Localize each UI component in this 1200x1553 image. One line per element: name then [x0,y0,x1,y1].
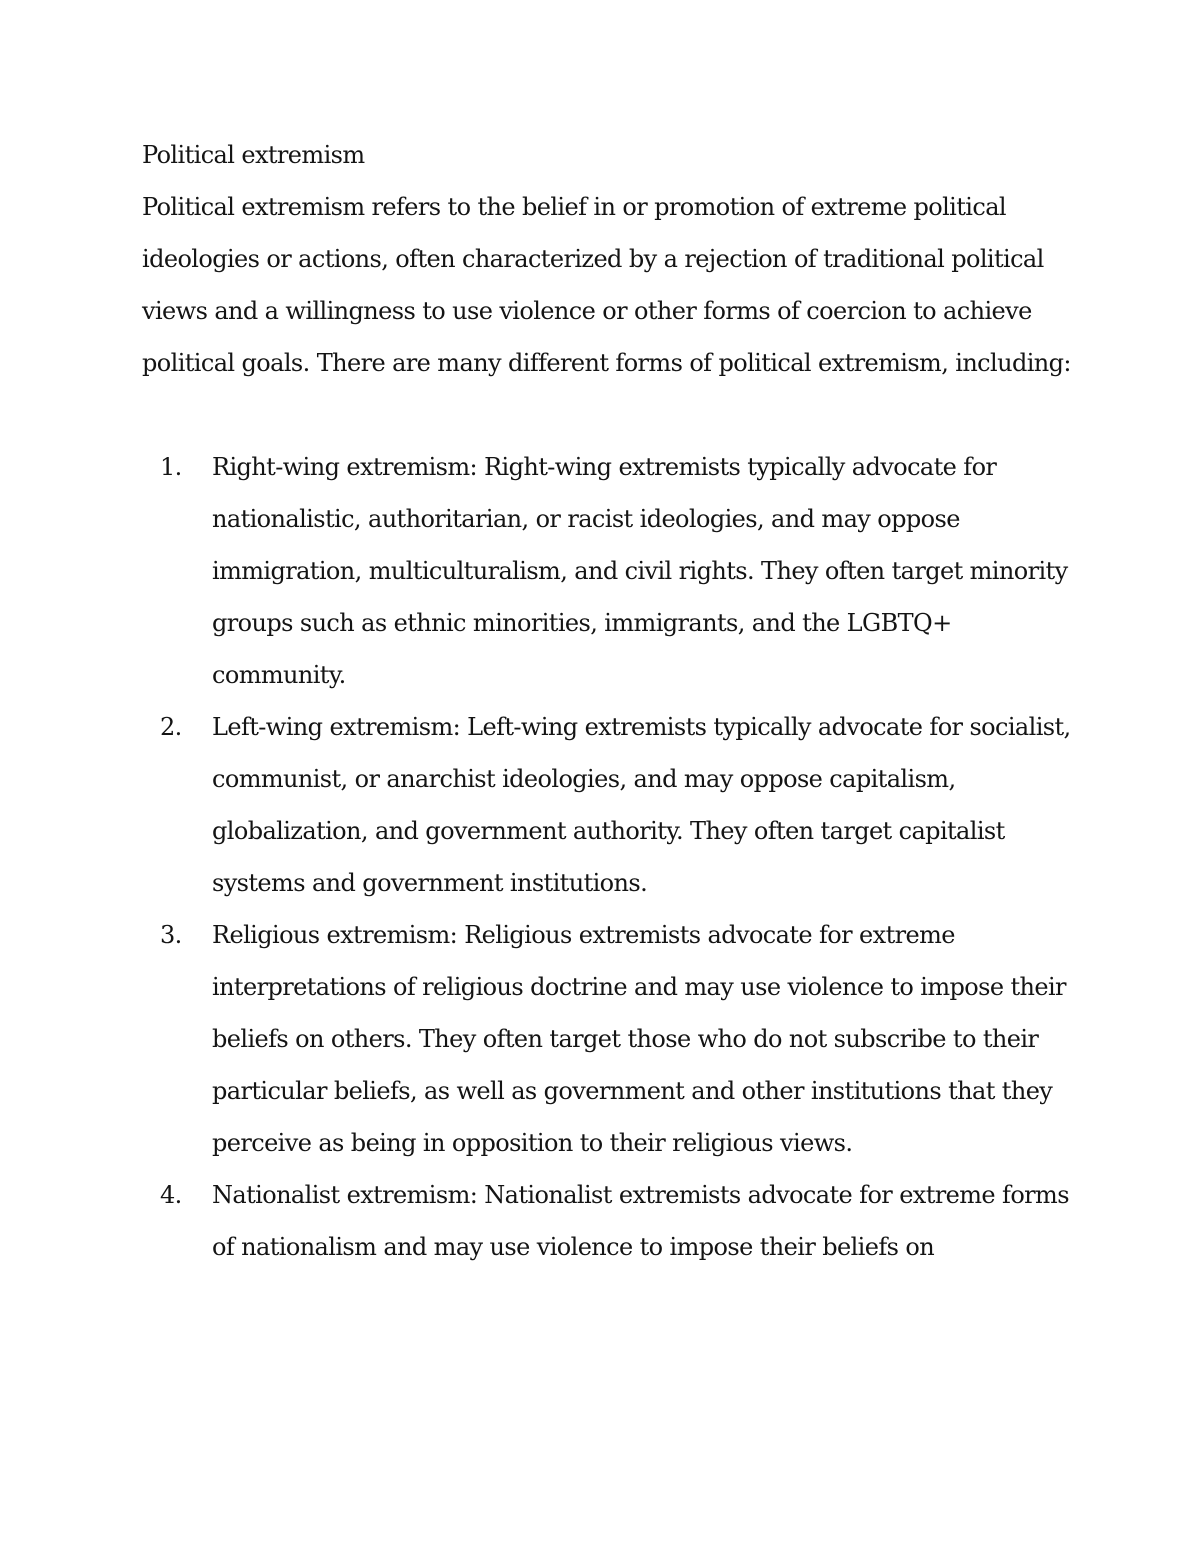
list-item-number: 4. [160,1181,182,1209]
list-item-text: Right-wing extremism: Right-wing extremists typically advocate for nationalistic, authoritarian, or racist ideologies, and may oppose immigration, multiculturalism, and civil rights. They often target minority groups such as ethnic minorities, immigrants, and the LGBTQ+ community. [212,453,1068,689]
list-item-number: 1. [160,453,182,481]
list-item-number: 2. [160,713,182,741]
list-item [142,701,1072,909]
list-item-text: Left-wing extremism: Left-wing extremists typically advocate for socialist, communist, or anarchist ideologies, and may oppose capitalism, globalization, and government authority. They often target capitalist systems and government institutions. [212,713,1071,897]
list-item [142,441,1072,701]
list-item-text: Nationalist extremism: Nationalist extremists advocate for extreme forms of nationalism and may use violence to impose their beliefs on [212,1181,1069,1261]
document-body [142,129,1072,1273]
list-item-number: 3. [160,921,182,949]
extremism-list [142,441,1072,1273]
list-item [142,1169,1072,1273]
intro-paragraph: Political extremism refers to the belief in or promotion of extreme political ideologies or actions, often characterized by a rejection of traditional political views and a willingness to use violence or other forms of coercion to achieve political goals. There are many different forms of political extremism, including: [142,193,1071,377]
list-item-text: Religious extremism: Religious extremists advocate for extreme interpretations of religious doctrine and may use violence to impose their beliefs on others. They often target those who do not subscribe to their particular beliefs, as well as government and other institutions that they perceive as being in opposition to their religious views. [212,921,1066,1157]
document-title: Political extremism [142,141,365,169]
list-item [142,909,1072,1169]
